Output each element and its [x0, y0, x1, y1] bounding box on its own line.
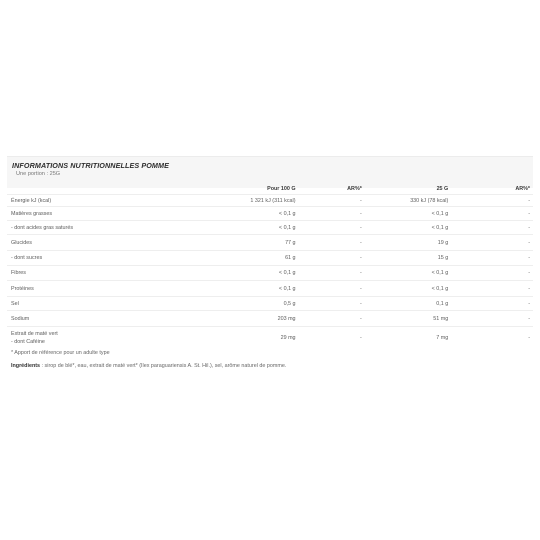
ar-100g: - — [299, 195, 365, 207]
table-row — [7, 221, 533, 235]
ar-portion: - — [451, 327, 533, 349]
ar-portion: - — [451, 266, 533, 281]
value-100g: 1 321 kJ (311 kcal) — [223, 195, 298, 207]
table-row — [7, 235, 533, 251]
ingredients-text — [11, 363, 286, 369]
ar-100g: - — [299, 281, 365, 297]
ar-portion: - — [451, 195, 533, 207]
value-portion: 15 g — [365, 251, 451, 266]
value-portion: < 0,1 g — [365, 266, 451, 281]
caffeine-label: - dont Caféine — [11, 338, 45, 345]
table-row — [7, 297, 533, 311]
value-portion: 19 g — [365, 235, 451, 251]
table-row — [7, 266, 533, 281]
value-portion: < 0,1 g — [365, 221, 451, 235]
extract-label: Extrait de maté vert — [11, 330, 58, 337]
ar-100g: - — [299, 251, 365, 266]
value-portion: < 0,1 g — [365, 207, 451, 221]
table-row — [7, 207, 533, 221]
nutrient-label: Protéines — [7, 281, 223, 297]
nutrient-label: Glucides — [7, 235, 223, 251]
header-per-100g: Pour 100 G — [267, 186, 296, 192]
ar-portion: - — [451, 297, 533, 311]
value-100g: < 0,1 g — [223, 281, 298, 297]
ar-100g: - — [299, 207, 365, 221]
table-row — [7, 327, 533, 349]
nutrient-label: Matières grasses — [7, 207, 223, 221]
nutrient-label: Fibres — [7, 266, 223, 281]
table-row — [7, 195, 533, 207]
ar-portion: - — [451, 281, 533, 297]
value-portion: 0,1 g — [365, 297, 451, 311]
nutrient-label: Sodium — [7, 311, 223, 327]
header-nutrient — [7, 184, 223, 195]
nutrient-label: - dont acides gras saturés — [7, 221, 223, 235]
header-ar-100g: AR%* — [347, 186, 362, 192]
value-100g: < 0,1 g — [223, 207, 298, 221]
portion-subtitle: Une portion : 25G — [16, 171, 61, 177]
ar-100g: - — [299, 311, 365, 327]
value-100g: 0,5 g — [223, 297, 298, 311]
header-per-portion: 25 G — [436, 186, 449, 192]
ingredients-label: Ingrédients — [11, 363, 41, 369]
value-portion: < 0,1 g — [365, 281, 451, 297]
ar-portion: - — [451, 221, 533, 235]
ar-portion: - — [451, 251, 533, 266]
nutrient-label: Énergie kJ (kcal) — [7, 195, 223, 207]
ar-100g: - — [299, 327, 365, 349]
nutrition-title: INFORMATIONS NUTRITIONNELLES POMME — [12, 161, 169, 170]
nutrient-label — [7, 327, 223, 349]
nutrient-label: - dont sucres — [7, 251, 223, 266]
reference-footnote: * Apport de référence pour un adulte type — [11, 350, 110, 356]
ar-portion: - — [451, 311, 533, 327]
table-header-row — [7, 184, 533, 195]
value-portion: 51 mg — [365, 311, 451, 327]
value-100g: < 0,1 g — [223, 221, 298, 235]
nutrition-table — [7, 184, 533, 349]
nutrient-label: Sel — [7, 297, 223, 311]
ar-portion: - — [451, 235, 533, 251]
value-100g: 77 g — [223, 235, 298, 251]
ar-portion: - — [451, 207, 533, 221]
ar-100g: - — [299, 266, 365, 281]
ar-100g: - — [299, 235, 365, 251]
header-ar-portion: AR%* — [515, 186, 530, 192]
value-100g: < 0,1 g — [223, 266, 298, 281]
value-100g: 203 mg — [223, 311, 298, 327]
ingredients-list: : sirop de blé*, eau, extrait de maté vert* (Ilex paraguariensis A. St. Hil.), sel, arôme naturel de pomme. — [40, 363, 287, 369]
value-100g: 61 g — [223, 251, 298, 266]
value-portion: 7 mg — [365, 327, 451, 349]
value-100g: 29 mg — [223, 327, 298, 349]
ar-100g: - — [299, 297, 365, 311]
value-portion: 330 kJ (78 kcal) — [365, 195, 451, 207]
table-row — [7, 251, 533, 266]
table-row — [7, 281, 533, 297]
ar-100g: - — [299, 221, 365, 235]
table-row — [7, 311, 533, 327]
